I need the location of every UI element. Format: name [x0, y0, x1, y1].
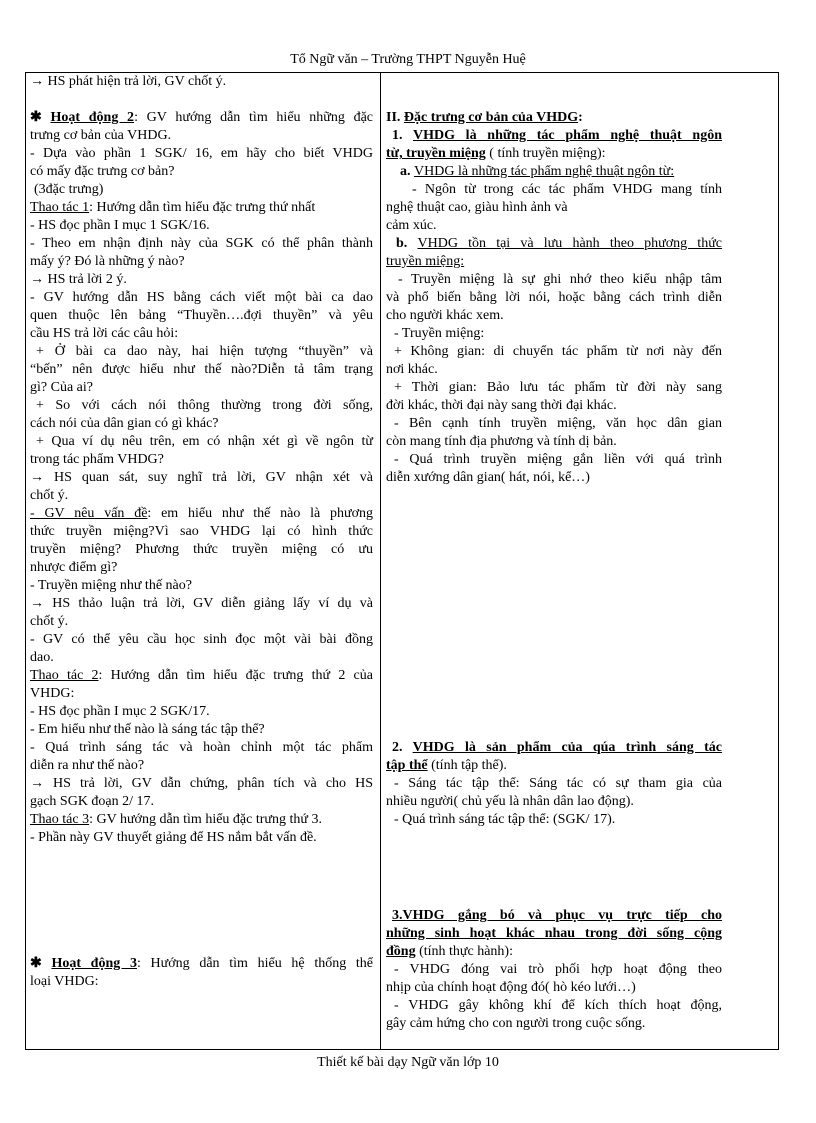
- page-footer: Thiết kế bài dạy Ngữ văn lớp 10: [317, 1055, 499, 1070]
- text-line: diễn xướng dân gian( hát, nói, kể…): [386, 470, 590, 485]
- activity-3-title: Hoạt động 3: [51, 956, 137, 971]
- text-line: trưng cơ bản của VHDG.: [30, 128, 172, 143]
- text-line: chốt ý.: [30, 614, 69, 629]
- section-2-heading: [386, 109, 722, 127]
- text-line: (3đặc trưng): [34, 182, 104, 197]
- text-line: + Không gian: di chuyển tác phẩm từ nơi này đến: [394, 344, 722, 359]
- text-line: và phổ biến bằng lời nói, hoặc bằng cách trình diễn: [386, 290, 722, 305]
- task-1-heading: [30, 199, 373, 217]
- item-3-heading-cont: [386, 943, 722, 961]
- text-line: dao.: [30, 650, 54, 665]
- text-line: - Quá trình sáng tác và hoàn chỉnh một tác phẩm: [30, 740, 373, 755]
- text-line: nơi khác.: [386, 362, 438, 377]
- text-line: → HS trả lời, GV dẫn chứng, phân tích và cho HS: [30, 776, 373, 791]
- task-1-text: : Hướng dẫn tìm hiểu đặc trưng thứ nhất: [89, 200, 316, 215]
- text-line: nhiều người( chủ yếu là nhân dân lao động).: [386, 794, 634, 809]
- subitem-b-label: b.: [396, 236, 418, 251]
- task-2-heading: [30, 667, 373, 685]
- text-line: + Qua ví dụ nêu trên, em có nhận xét gì về ngôn từ: [36, 434, 373, 449]
- item-2-heading-cont: [386, 757, 722, 775]
- text-line: “bến” nên được hiểu như thế nào?Diễn tả tâm trạng: [30, 362, 373, 377]
- item-2-tail: (tính tập thể).: [427, 758, 507, 773]
- task-2-label: Thao tác 2: [30, 668, 99, 683]
- problem-statement-label: - GV nêu vấn đề: [30, 506, 148, 521]
- item-1-title-cont: từ, truyền miệng: [386, 146, 486, 161]
- task-3-text: : GV hướng dẫn tìm hiểu đặc trưng thứ 3.: [89, 812, 322, 827]
- text-line: cách nói của dân gian có gì khác?: [30, 416, 219, 431]
- text-line: - Em hiểu như thế nào là sáng tác tập thể?: [30, 722, 265, 737]
- item-3-title-cont: những sinh hoạt khác nhau trong đời sống cộng: [386, 926, 722, 941]
- lesson-table: [25, 72, 779, 1050]
- section-2-colon: :: [578, 110, 583, 125]
- problem-statement-text: : em hiểu như thế nào là phương: [147, 506, 373, 521]
- text-line: → HS trả lời 2 ý.: [30, 272, 127, 287]
- activity-2-text: : GV hướng dẫn tìm hiểu những đặc: [134, 110, 374, 125]
- activity-3-heading: [30, 955, 373, 973]
- subitem-a-heading: [386, 163, 722, 181]
- text-line: thức truyền miệng?Vì sao VHDG lại có hình thức: [30, 524, 373, 539]
- section-2-title: Đặc trưng cơ bản của VHDG: [403, 110, 579, 125]
- text-line: loại VHDG:: [30, 974, 99, 989]
- teacher-student-activities-column: [30, 73, 373, 1049]
- text-line: nghệ thuật cao, giàu hình ảnh và: [386, 200, 568, 215]
- item-3-title: 3.VHDG gắng bó và phục vụ trực tiếp cho: [392, 908, 722, 923]
- text-line: nhược điểm gì?: [30, 560, 118, 575]
- activity-2-heading: [30, 109, 373, 127]
- subitem-a-label: a.: [400, 164, 414, 179]
- subitem-b-title: VHDG tồn tại và lưu hành theo phương thức: [417, 236, 722, 251]
- column-divider: [380, 73, 381, 1049]
- task-3-heading: [30, 811, 373, 829]
- text-line: - Dựa vào phần 1 SGK/ 16, em hãy cho biết VHDG: [30, 146, 373, 161]
- text-line: → HS quan sát, suy nghĩ trả lời, GV nhận xét và: [30, 470, 373, 485]
- text-line: - Truyền miệng là sự ghi nhớ theo kiểu nhập tâm: [398, 272, 722, 287]
- asterisk-icon: ✱: [30, 956, 42, 971]
- item-2-heading: [386, 739, 722, 757]
- task-3-label: Thao tác 3: [30, 812, 90, 827]
- item-1-tail: ( tính truyền miệng):: [485, 146, 606, 161]
- problem-statement-line: [30, 505, 373, 523]
- task-1-label: Thao tác 1: [30, 200, 90, 215]
- text-line: - Ngôn từ trong các tác phẩm VHDG mang tính: [412, 182, 722, 197]
- task-2-text: : Hướng dẫn tìm hiểu đặc trưng thứ 2 của: [98, 668, 373, 683]
- lesson-content-column: [386, 73, 722, 1049]
- text-line: truyền miệng? Phương thức truyền miệng có ưu: [30, 542, 373, 557]
- text-line: cầu HS trả lời các câu hỏi:: [30, 326, 179, 341]
- text-line: → HS phát hiện trả lời, GV chốt ý.: [30, 74, 227, 89]
- text-line: VHDG:: [30, 686, 75, 701]
- text-line: - VHDG đóng vai trò phối hợp hoạt động theo: [394, 962, 722, 977]
- subitem-b-title-cont: truyền miệng:: [386, 254, 465, 269]
- text-line: - Truyền miệng:: [394, 326, 485, 341]
- text-line: + So với cách nói thông thường trong đời sống,: [36, 398, 373, 413]
- item-2-number: 2.: [392, 740, 413, 755]
- text-line: chốt ý.: [30, 488, 69, 503]
- text-line: - Theo em nhận định này của SGK có thể phân thành: [30, 236, 373, 251]
- subitem-a-title: VHDG là những tác phẩm nghệ thuật ngôn từ:: [414, 164, 675, 179]
- text-line: - Quá trình sáng tác tập thể: (SGK/ 17).: [394, 812, 616, 827]
- text-line: - Truyền miệng như thế nào?: [30, 578, 192, 593]
- text-line: - VHDG gây không khí để kích thích hoạt động,: [394, 998, 722, 1013]
- text-line: - HS đọc phần I mục 2 SGK/17.: [30, 704, 210, 719]
- item-3-tail: (tính thực hành):: [415, 944, 513, 959]
- text-line: mấy ý? Đó là những ý nào?: [30, 254, 185, 269]
- section-2-prefix: II.: [386, 110, 404, 125]
- text-line: - Sáng tác tập thể: Sáng tác có sự tham gia của: [394, 776, 722, 791]
- text-line: - Quá trình truyền miệng gắn liền với quá trình: [394, 452, 722, 467]
- text-line: - GV có thể yêu cầu học sinh đọc một vài bài đồng: [30, 632, 373, 647]
- text-line: + Ở bài ca dao này, hai hiện tượng “thuyền” và: [36, 344, 373, 359]
- item-2-title-cont: tập thể: [386, 758, 428, 773]
- text-line: quen thuộc lên bảng “Thuyền….đợi thuyền” và yêu: [30, 308, 373, 323]
- text-line: - HS đọc phần I mục 1 SGK/16.: [30, 218, 210, 233]
- text-line: diễn ra như thế nào?: [30, 758, 145, 773]
- activity-3-text: : Hướng dẫn tìm hiểu hệ thống thể: [136, 956, 374, 971]
- item-1-heading-cont: [386, 145, 722, 163]
- item-1-heading: [386, 127, 722, 145]
- text-line: trong tác phẩm VHDG?: [30, 452, 164, 467]
- text-line: còn mang tính địa phương và tính dị bản.: [386, 434, 617, 449]
- text-line: - Phần này GV thuyết giảng để HS nắm bắt vấn đề.: [30, 830, 317, 845]
- page-header: Tổ Ngữ văn – Trường THPT Nguyễn Huệ: [290, 52, 526, 67]
- text-line: cảm xúc.: [386, 218, 437, 233]
- text-line: đời khác, thời đại này sang thời đại khác.: [386, 398, 617, 413]
- text-line: cho người khác xem.: [386, 308, 504, 323]
- item-1-number: 1.: [392, 128, 413, 143]
- text-line: + Thời gian: Bảo lưu tác phẩm từ đời này sang: [394, 380, 722, 395]
- text-line: gây cảm hứng cho con người trong cuộc sống.: [386, 1016, 646, 1031]
- text-line: gạch SGK đoạn 2/ 17.: [30, 794, 155, 809]
- text-line: - GV hướng dẫn HS bằng cách viết một bài ca dao: [30, 290, 373, 305]
- text-line: → HS thảo luận trả lời, GV diễn giảng lấy ví dụ và: [30, 596, 373, 611]
- item-1-title: VHDG là những tác phẩm nghệ thuật ngôn: [412, 128, 723, 143]
- item-2-title: VHDG là sản phẩm của qúa trình sáng tác: [412, 740, 722, 755]
- item-3-title-end: đồng: [386, 944, 416, 959]
- text-line: nhịp của chính hoạt động đó( hò kéo lưới…): [386, 980, 636, 995]
- asterisk-icon: ✱: [30, 110, 42, 125]
- text-line: - Bên cạnh tính truyền miệng, văn học dân gian: [394, 416, 722, 431]
- activity-2-title: Hoạt động 2: [50, 110, 135, 125]
- text-line: gì? Của ai?: [30, 380, 93, 395]
- text-line: có mấy đặc trưng cơ bản?: [30, 164, 175, 179]
- subitem-b-heading: [386, 235, 722, 253]
